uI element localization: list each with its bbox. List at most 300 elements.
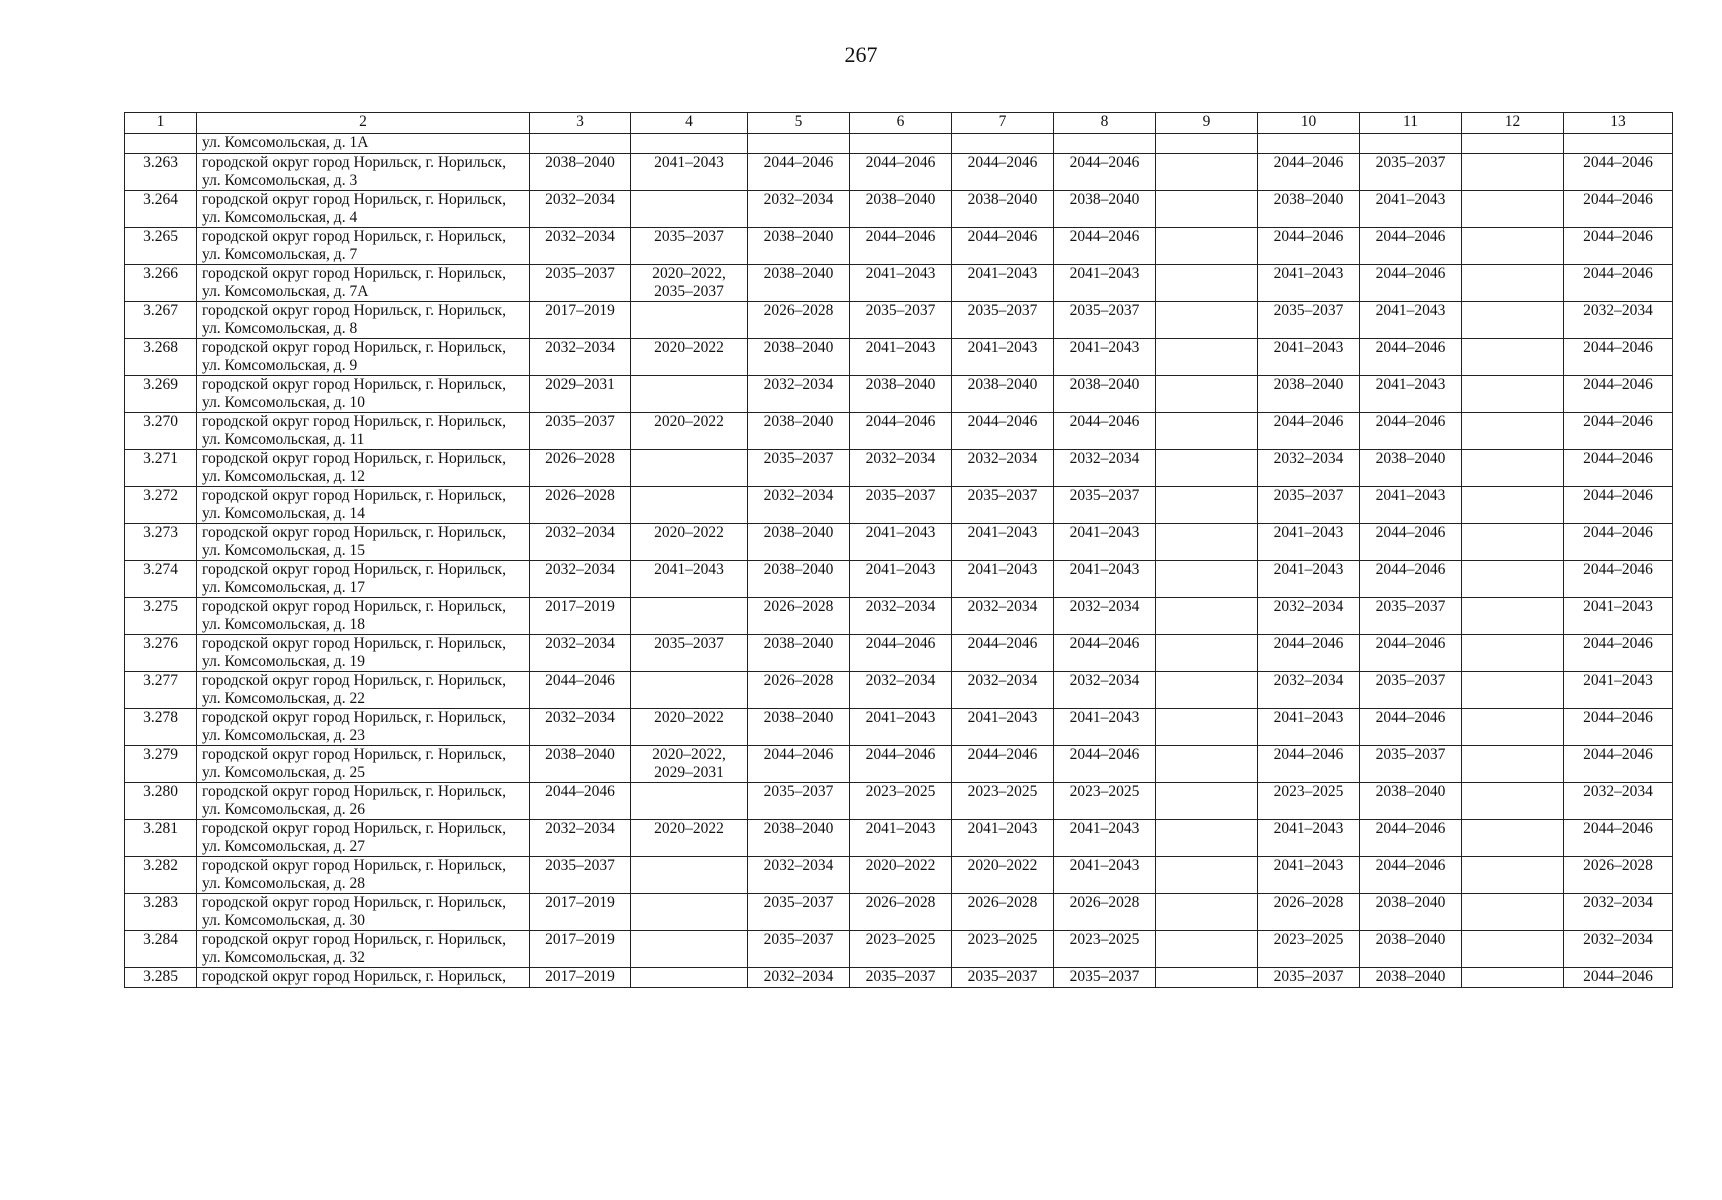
period-cell-col-9 (1156, 376, 1258, 413)
period-cell-col-9 (1156, 968, 1258, 988)
period-value: 2038–2040 (865, 191, 936, 208)
period-value: 2041–2043 (1069, 265, 1140, 282)
period-value: 2038–2040 (1375, 450, 1446, 467)
period-value: 2020–2022 (654, 709, 724, 726)
address-line: городской округ город Норильск, г. Норильск, (202, 302, 506, 319)
table-row (125, 413, 1673, 450)
period-value: 2044–2046 (1375, 857, 1446, 874)
row-number-cell: 3.267 (125, 302, 197, 339)
address-line: ул. Комсомольская, д. 10 (202, 394, 365, 411)
row-number-cell: 3.272 (125, 487, 197, 524)
period-cell-col-10 (1258, 746, 1360, 783)
table-row (125, 265, 1673, 302)
address-cell (197, 857, 530, 894)
period-cell-col-13 (1564, 820, 1673, 857)
row-number-cell (125, 134, 197, 154)
address-line: городской округ город Норильск, г. Норильск, (202, 191, 506, 208)
period-cell-col-12 (1462, 635, 1564, 672)
period-cell-col-12 (1462, 746, 1564, 783)
period-cell-col-9 (1156, 598, 1258, 635)
row-number-cell: 3.285 (125, 968, 197, 988)
address-cell (197, 783, 530, 820)
column-header-13: 13 (1564, 113, 1673, 134)
period-cell-col-12 (1462, 524, 1564, 561)
period-cell-col-5 (748, 191, 850, 228)
period-value: 2041–2043 (1069, 561, 1140, 578)
period-cell-col-3 (530, 228, 631, 265)
period-cell-col-5 (748, 746, 850, 783)
period-cell-col-12 (1462, 191, 1564, 228)
period-value: 2044–2046 (1375, 228, 1446, 245)
period-cell-col-4 (631, 709, 748, 746)
table-row (125, 672, 1673, 709)
period-cell-col-10 (1258, 450, 1360, 487)
period-value: 2044–2046 (1069, 746, 1140, 763)
address-cell (197, 709, 530, 746)
period-cell-col-12 (1462, 561, 1564, 598)
period-value: 2044–2046 (1583, 413, 1653, 430)
period-cell-col-4 (631, 265, 748, 302)
period-value: 2026–2028 (1273, 894, 1344, 911)
period-cell-col-9 (1156, 339, 1258, 376)
period-value: 2044–2046 (1375, 265, 1446, 282)
period-cell-col-4 (631, 635, 748, 672)
period-value: 2044–2046 (1583, 487, 1653, 504)
row-number-cell: 3.273 (125, 524, 197, 561)
address-line: городской округ город Норильск, г. Норильск, (202, 561, 506, 578)
address-cell (197, 561, 530, 598)
period-cell-col-3 (530, 450, 631, 487)
row-number-cell: 3.263 (125, 154, 197, 191)
period-cell-col-5 (748, 339, 850, 376)
period-cell-col-6 (850, 228, 952, 265)
period-cell-col-4 (631, 154, 748, 191)
period-cell-col-3 (530, 134, 631, 154)
period-value: 2041–2043 (654, 154, 724, 171)
period-value: 2041–2043 (1069, 709, 1140, 726)
period-value: 2038–2040 (763, 709, 834, 726)
period-value: 2038–2040 (1069, 376, 1140, 393)
period-cell-col-11 (1360, 561, 1462, 598)
period-cell-col-11 (1360, 487, 1462, 524)
period-cell-col-4 (631, 820, 748, 857)
address-cell (197, 265, 530, 302)
period-cell-col-9 (1156, 857, 1258, 894)
period-value: 2041–2043 (1273, 820, 1344, 837)
period-cell-col-8 (1054, 746, 1156, 783)
address-line: городской округ город Норильск, г. Норильск, (202, 265, 506, 282)
period-value: 2038–2040 (1375, 783, 1446, 800)
period-value: 2041–2043 (1273, 265, 1344, 282)
period-value: 2017–2019 (545, 894, 615, 911)
period-value: 2038–2040 (763, 524, 834, 541)
period-cell-col-5 (748, 857, 850, 894)
period-value: 2032–2034 (1273, 672, 1344, 689)
table-row (125, 783, 1673, 820)
period-value: 2041–2043 (1273, 561, 1344, 578)
period-value: 2035–2037 (1273, 302, 1344, 319)
period-cell-col-12 (1462, 265, 1564, 302)
period-cell-col-10 (1258, 413, 1360, 450)
period-value: 2035–2037 (763, 931, 834, 948)
period-cell-col-7 (952, 746, 1054, 783)
period-cell-col-5 (748, 376, 850, 413)
period-value: 2032–2034 (1583, 302, 1653, 319)
period-cell-col-3 (530, 339, 631, 376)
address-line: ул. Комсомольская, д. 1А (202, 134, 369, 151)
period-value: 2032–2034 (545, 709, 615, 726)
period-cell-col-9 (1156, 820, 1258, 857)
period-cell-col-9 (1156, 672, 1258, 709)
period-cell-col-13 (1564, 339, 1673, 376)
column-header-11: 11 (1360, 113, 1462, 134)
period-cell-col-7 (952, 450, 1054, 487)
period-cell-col-7 (952, 339, 1054, 376)
period-cell-col-4 (631, 561, 748, 598)
period-value: 2038–2040 (763, 635, 834, 652)
period-cell-col-8 (1054, 672, 1156, 709)
period-value: 2032–2034 (1583, 894, 1653, 911)
period-cell-col-11 (1360, 191, 1462, 228)
period-value: 2041–2043 (1375, 487, 1446, 504)
period-cell-col-8 (1054, 191, 1156, 228)
period-cell-col-12 (1462, 857, 1564, 894)
period-value: 2041–2043 (967, 339, 1038, 356)
address-line: ул. Комсомольская, д. 23 (202, 727, 365, 744)
period-value: 2044–2046 (1375, 413, 1446, 430)
period-value: 2032–2034 (1069, 672, 1140, 689)
period-cell-col-11 (1360, 635, 1462, 672)
page-number: 267 (844, 42, 878, 67)
address-line: городской округ город Норильск, г. Норильск, (202, 598, 506, 615)
address-line: ул. Комсомольская, д. 15 (202, 542, 365, 559)
period-cell-col-5 (748, 561, 850, 598)
period-value: 2041–2043 (967, 524, 1038, 541)
address-cell (197, 672, 530, 709)
period-cell-col-6 (850, 968, 952, 988)
period-cell-col-7 (952, 561, 1054, 598)
period-cell-col-11 (1360, 450, 1462, 487)
column-header-1: 1 (125, 113, 197, 134)
period-cell-col-6 (850, 820, 952, 857)
period-cell-col-13 (1564, 894, 1673, 931)
period-cell-col-3 (530, 635, 631, 672)
period-cell-col-11 (1360, 134, 1462, 154)
address-cell (197, 598, 530, 635)
period-value: 2020–2022 (654, 413, 724, 430)
period-cell-col-9 (1156, 413, 1258, 450)
period-cell-col-8 (1054, 524, 1156, 561)
period-cell-col-13 (1564, 228, 1673, 265)
period-cell-col-13 (1564, 931, 1673, 968)
period-value: 2041–2043 (1375, 376, 1446, 393)
period-cell-col-7 (952, 524, 1054, 561)
row-number-cell: 3.275 (125, 598, 197, 635)
period-value: 2044–2046 (1583, 450, 1653, 467)
period-cell-col-7 (952, 228, 1054, 265)
period-value: 2035–2037 (654, 228, 724, 245)
period-cell-col-5 (748, 450, 850, 487)
period-value: 2032–2034 (545, 524, 615, 541)
period-value: 2044–2046 (1583, 746, 1653, 763)
period-cell-col-3 (530, 709, 631, 746)
period-cell-col-5 (748, 968, 850, 988)
period-cell-col-12 (1462, 487, 1564, 524)
period-cell-col-10 (1258, 339, 1360, 376)
period-value: 2035–2037 (1273, 968, 1344, 985)
period-cell-col-7 (952, 376, 1054, 413)
period-cell-col-13 (1564, 191, 1673, 228)
period-cell-col-6 (850, 524, 952, 561)
period-cell-col-8 (1054, 265, 1156, 302)
period-value: 2035–2037 (967, 487, 1038, 504)
period-value: 2032–2034 (763, 968, 834, 985)
period-value: 2032–2034 (763, 376, 834, 393)
period-cell-col-3 (530, 191, 631, 228)
table-row (125, 931, 1673, 968)
period-value: 2038–2040 (763, 228, 834, 245)
address-line: ул. Комсомольская, д. 11 (202, 431, 365, 448)
address-line: ул. Комсомольская, д. 12 (202, 468, 365, 485)
period-cell-col-9 (1156, 450, 1258, 487)
period-value: 2035–2037 (865, 487, 936, 504)
period-cell-col-10 (1258, 598, 1360, 635)
period-cell-col-11 (1360, 894, 1462, 931)
period-cell-col-8 (1054, 376, 1156, 413)
table-row (125, 524, 1673, 561)
period-value: 2044–2046 (1583, 154, 1653, 171)
period-value: 2032–2034 (1273, 598, 1344, 615)
period-cell-col-11 (1360, 376, 1462, 413)
period-value: 2026–2028 (763, 598, 834, 615)
row-number-cell: 3.274 (125, 561, 197, 598)
period-value: 2041–2043 (1069, 820, 1140, 837)
period-value: 2044–2046 (545, 672, 615, 689)
period-cell-col-5 (748, 635, 850, 672)
period-value: 2017–2019 (545, 968, 615, 985)
period-cell-col-9 (1156, 746, 1258, 783)
period-value: 2032–2034 (865, 672, 936, 689)
period-cell-col-10 (1258, 265, 1360, 302)
period-cell-col-6 (850, 561, 952, 598)
period-cell-col-3 (530, 968, 631, 988)
period-cell-col-11 (1360, 265, 1462, 302)
period-value: 2026–2028 (545, 450, 615, 467)
period-value: 2041–2043 (865, 339, 936, 356)
period-value: 2044–2046 (763, 746, 834, 763)
period-value: 2044–2046 (1583, 265, 1653, 282)
period-cell-col-10 (1258, 857, 1360, 894)
period-cell-col-11 (1360, 598, 1462, 635)
period-value: 2041–2043 (967, 265, 1038, 282)
table-row (125, 820, 1673, 857)
period-value: 2044–2046 (967, 154, 1038, 171)
table-row (125, 191, 1673, 228)
period-value: 2038–2040 (1273, 191, 1344, 208)
period-value: 2044–2046 (1583, 228, 1653, 245)
period-cell-col-10 (1258, 228, 1360, 265)
period-cell-col-7 (952, 413, 1054, 450)
period-cell-col-13 (1564, 376, 1673, 413)
period-cell-col-6 (850, 635, 952, 672)
period-cell-col-6 (850, 487, 952, 524)
period-value: 2032–2034 (763, 191, 834, 208)
period-value: 2044–2046 (1583, 968, 1653, 985)
row-number-cell: 3.265 (125, 228, 197, 265)
period-value: 2041–2043 (967, 709, 1038, 726)
period-cell-col-4 (631, 857, 748, 894)
table-row (125, 302, 1673, 339)
period-cell-col-7 (952, 598, 1054, 635)
period-cell-col-10 (1258, 487, 1360, 524)
address-line: ул. Комсомольская, д. 32 (202, 949, 365, 966)
period-value: 2035–2037 (1069, 487, 1140, 504)
period-cell-col-8 (1054, 450, 1156, 487)
row-number-cell: 3.280 (125, 783, 197, 820)
period-value: 2044–2046 (1273, 746, 1344, 763)
address-line: городской округ город Норильск, г. Норильск, (202, 709, 506, 726)
period-value: 2035–2037 (763, 894, 834, 911)
period-cell-col-6 (850, 191, 952, 228)
period-cell-col-8 (1054, 413, 1156, 450)
address-line: ул. Комсомольская, д. 27 (202, 838, 365, 855)
address-line: ул. Комсомольская, д. 9 (202, 357, 358, 374)
period-cell-col-3 (530, 487, 631, 524)
period-cell-col-3 (530, 302, 631, 339)
period-cell-col-4 (631, 598, 748, 635)
period-cell-col-13 (1564, 672, 1673, 709)
period-cell-col-7 (952, 134, 1054, 154)
period-cell-col-11 (1360, 524, 1462, 561)
period-cell-col-6 (850, 894, 952, 931)
table-row (125, 746, 1673, 783)
period-value: 2023–2025 (1069, 783, 1140, 800)
period-cell-col-6 (850, 783, 952, 820)
period-value: 2044–2046 (763, 154, 834, 171)
table-row (125, 598, 1673, 635)
period-value: 2041–2043 (1273, 857, 1344, 874)
period-cell-col-9 (1156, 134, 1258, 154)
address-line: ул. Комсомольская, д. 8 (202, 320, 358, 337)
period-value: 2044–2046 (865, 746, 936, 763)
period-value: 2023–2025 (865, 783, 936, 800)
period-cell-col-7 (952, 265, 1054, 302)
period-cell-col-12 (1462, 154, 1564, 191)
period-cell-col-6 (850, 598, 952, 635)
table-row (125, 894, 1673, 931)
address-line: городской округ город Норильск, г. Норильск, (202, 524, 506, 541)
period-cell-col-13 (1564, 524, 1673, 561)
header-row (125, 113, 1673, 134)
period-value: 2044–2046 (967, 228, 1038, 245)
period-cell-col-12 (1462, 228, 1564, 265)
period-cell-col-7 (952, 709, 1054, 746)
period-cell-col-7 (952, 968, 1054, 988)
period-cell-col-7 (952, 672, 1054, 709)
period-value: 2023–2025 (1273, 783, 1344, 800)
period-cell-col-4 (631, 672, 748, 709)
period-value: 2044–2046 (967, 413, 1038, 430)
period-cell-col-4 (631, 524, 748, 561)
period-cell-col-8 (1054, 857, 1156, 894)
period-cell-col-6 (850, 746, 952, 783)
row-number-cell: 3.277 (125, 672, 197, 709)
period-cell-col-9 (1156, 635, 1258, 672)
period-value: 2032–2034 (865, 598, 936, 615)
period-cell-col-8 (1054, 487, 1156, 524)
period-value: 2044–2046 (1583, 376, 1653, 393)
period-value: 2035–2037 (654, 635, 724, 652)
period-value: 2044–2046 (1583, 524, 1653, 541)
period-value: 2032–2034 (763, 487, 834, 504)
period-cell-col-10 (1258, 154, 1360, 191)
schedule-table (124, 112, 1673, 988)
period-cell-col-8 (1054, 339, 1156, 376)
address-line: ул. Комсомольская, д. 3 (202, 172, 358, 189)
period-value: 2026–2028 (1069, 894, 1140, 911)
address-line: ул. Комсомольская, д. 7 (202, 246, 358, 263)
period-value: 2041–2043 (1583, 598, 1653, 615)
period-value: 2032–2034 (865, 450, 936, 467)
period-cell-col-10 (1258, 524, 1360, 561)
address-line: городской округ город Норильск, г. Норильск, (202, 376, 506, 393)
period-value: 2035–2037 (1069, 302, 1140, 319)
period-cell-col-9 (1156, 709, 1258, 746)
period-value: 2041–2043 (1375, 191, 1446, 208)
period-cell-col-3 (530, 376, 631, 413)
period-value: 2041–2043 (1069, 524, 1140, 541)
period-cell-col-8 (1054, 228, 1156, 265)
period-value: 2044–2046 (545, 783, 615, 800)
period-cell-col-3 (530, 265, 631, 302)
table-row (125, 561, 1673, 598)
period-value: 2038–2040 (865, 376, 936, 393)
table-header (125, 113, 1673, 134)
period-cell-col-4 (631, 228, 748, 265)
period-cell-col-7 (952, 487, 1054, 524)
period-cell-col-12 (1462, 783, 1564, 820)
period-value: 2032–2034 (1069, 450, 1140, 467)
period-value: 2032–2034 (545, 561, 615, 578)
address-cell (197, 746, 530, 783)
period-cell-col-8 (1054, 635, 1156, 672)
period-cell-col-12 (1462, 339, 1564, 376)
period-cell-col-7 (952, 191, 1054, 228)
period-cell-col-9 (1156, 154, 1258, 191)
period-value: 2032–2034 (545, 339, 615, 356)
period-value: 2044–2046 (1069, 635, 1140, 652)
period-cell-col-11 (1360, 968, 1462, 988)
period-value: 2041–2043 (654, 561, 724, 578)
period-value: 2044–2046 (1583, 561, 1653, 578)
period-value: 2032–2034 (1583, 931, 1653, 948)
period-cell-col-7 (952, 302, 1054, 339)
period-value: 2029–2031 (545, 376, 615, 393)
address-cell (197, 635, 530, 672)
period-cell-col-13 (1564, 857, 1673, 894)
table-row (125, 228, 1673, 265)
period-value: 2023–2025 (1069, 931, 1140, 948)
period-value: 2026–2028 (1583, 857, 1653, 874)
period-value: 2035–2037 (967, 302, 1038, 319)
period-cell-col-4 (631, 450, 748, 487)
period-value: 2035–2037 (1375, 746, 1446, 763)
period-value: 2023–2025 (1273, 931, 1344, 948)
period-cell-col-9 (1156, 228, 1258, 265)
period-value: 2044–2046 (1273, 635, 1344, 652)
period-value: 2041–2043 (967, 561, 1038, 578)
period-value: 2044–2046 (865, 228, 936, 245)
